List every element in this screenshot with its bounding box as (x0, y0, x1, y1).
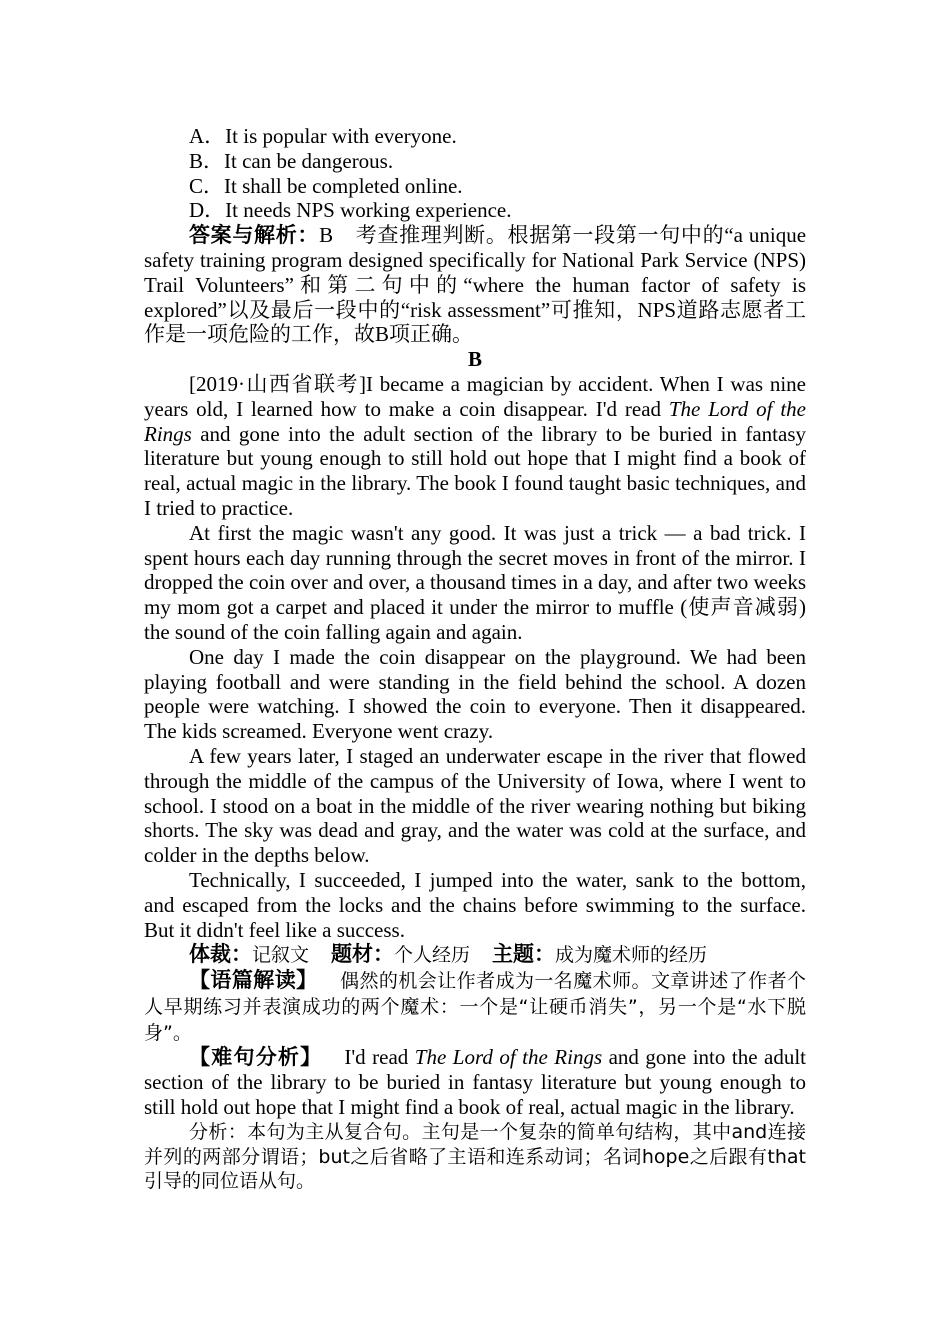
passage-paragraph-1 (144, 372, 806, 521)
reading-label: 【语篇解读】 (189, 968, 318, 993)
passage-paragraph-2: At first the magic wasn't any good. It was just a trick — a bad trick. I spent hours each day running through the secret moves in front of the mirror. I dropped the coin over and over, a thousand times in a day, and after two weeks my mom got a carpet and placed it under the mirror to muffle (使声音减弱) the sound of the coin falling again and again. (144, 520, 807, 644)
theme-label: 主题： (492, 942, 556, 967)
section-title: B (467, 347, 482, 372)
book-title: The Lord of the Rings (144, 396, 807, 446)
difficult-text-b: and gone into the adult section of the library to be buried in fantasy literature but young enough to still hold out hope that I might find a book of real, actual magic in the library. (144, 1045, 806, 1120)
option-c: C．It shall be completed online. (189, 173, 463, 198)
p1-text-a: I became a magician by accident. When I was nine years old, I learned how to make a coin disappear. I'd read (144, 371, 807, 421)
p1-text-b: and gone into the adult section of the library to be buried in fantasy literature but young enough to still hold out hope that I might find a book of real, actual magic in the library. The book I found taught basic techniques, and I tried to practice. (144, 421, 806, 520)
answer-label: 答案与解析： (189, 223, 320, 248)
option-a: A．It is popular with everyone. (189, 124, 457, 148)
reading-summary (144, 968, 806, 1045)
answer-text: 考查推理判断。根据第一段第一句中的“a unique safety training program designed specifically for National Park Service (NPS) Trail Volunteers”和第二句中的“where the human factor of safety is explored”以及最后一段中的“risk assessment”可推知，NPS道路志愿者工作是一项危险的工作，故B项正确。 (144, 223, 807, 347)
genre-value: 记叙文 (252, 944, 310, 967)
option-b: B．It can be dangerous. (189, 148, 394, 173)
passage-source: [2019·山西省联考] (189, 371, 367, 396)
option-d: D．It needs NPS working experience. (189, 198, 512, 223)
topic-label: 题材： (331, 942, 395, 967)
theme-value: 成为魔术师的经历 (555, 944, 708, 967)
sentence-analysis: 分析：本句为主从复合句。主句是一个复杂的简单句结构，其中and连接并列的两部分谓语；but之后省略了主语和连系动词；名词hope之后跟有that引导的同位语从句。 (144, 1120, 806, 1193)
passage-paragraph-5: Technically, I succeeded, I jumped into the water, sank to the bottom, and escaped from the locks and the chains before swimming to the surface. But it didn't feel like a success. (144, 867, 806, 942)
topic-value: 个人经历 (394, 944, 471, 967)
document-body (144, 124, 806, 1194)
passage-meta (144, 942, 806, 968)
difficult-book-title: The Lord of the Rings (414, 1045, 603, 1070)
genre-label: 体裁： (189, 942, 252, 967)
passage-paragraph-3: One day I made the coin disappear on the playground. We had been playing football and were standing in the field behind the school. A dozen people were watching. I showed the coin to everyone. Then it disappeared. The kids screamed. Everyone went crazy. (144, 644, 806, 744)
difficult-text-a: I'd read (344, 1045, 415, 1070)
answer-letter: B (319, 223, 334, 248)
difficult-label: 【难句分析】 (189, 1045, 323, 1070)
difficult-sentence (144, 1045, 806, 1119)
passage-paragraph-4: A few years later, I staged an underwater escape in the river that flowed through the middle of the campus of the University of Iowa, where I went to school. I stood on a boat in the middle of the river wearing nothing but biking shorts. The sky was dead and gray, and the water was cold at the surface, and colder in the depths below. (144, 743, 806, 868)
reading-text: 偶然的机会让作者成为一名魔术师。文章讲述了作者个人早期练习并表演成功的两个魔术：一个是“让硬币消失”，另一个是“水下脱身”。 (144, 970, 806, 1044)
answer-explanation (144, 223, 806, 347)
